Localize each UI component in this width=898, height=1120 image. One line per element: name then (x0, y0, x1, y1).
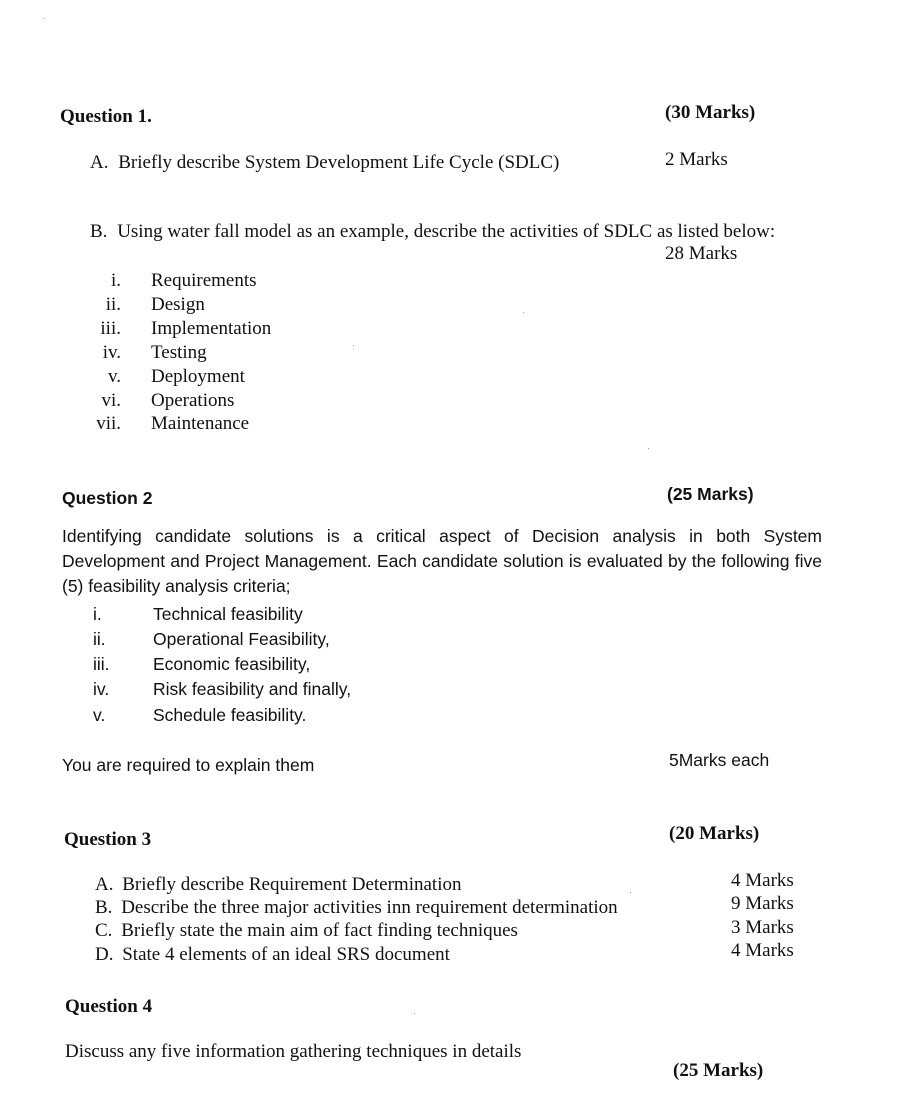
q2-intro: Identifying candidate solutions is a critical aspect of Decision analysis in both System Development and Project Management. Each candidate solution is evaluated by the following five (5) feasibility analysis criteria; (62, 526, 822, 596)
part-marks: 9 Marks (731, 893, 794, 914)
list-item-text: Deployment (151, 366, 245, 387)
list-item: vi. (101, 390, 121, 411)
q1-part-b (90, 221, 775, 243)
list-item: iii. (93, 654, 110, 674)
list-item-text: Technical feasibility (153, 604, 303, 624)
list-item-text: Economic feasibility, (153, 654, 311, 674)
q4-title: Question 4 (65, 996, 153, 1017)
scan-speck (630, 892, 631, 893)
scan-speck (414, 1013, 415, 1014)
scan-speck (44, 18, 45, 19)
q1-title: Question 1. (60, 106, 152, 127)
part-marks: 4 Marks (731, 870, 794, 891)
q2-title: Question 2 (62, 488, 153, 508)
q1-part-b-marks: 28 Marks (665, 243, 738, 264)
list-item: iii. (100, 318, 121, 339)
q1-part-a-marks: 2 Marks (665, 149, 728, 170)
q2-instruction: You are required to explain them (62, 755, 315, 775)
list-item: B. Describe the three major activities inn requirement determination (95, 897, 618, 918)
list-item: v. (107, 366, 121, 387)
list-item: i. (110, 270, 121, 291)
list-item: A. Briefly describe Requirement Determination (95, 874, 462, 895)
part-marks: 3 Marks (731, 917, 794, 938)
list-item: ii. (93, 629, 106, 649)
list-item-text: Implementation (151, 318, 272, 339)
q3-marks: (20 Marks) (669, 823, 760, 844)
list-item-text: Schedule feasibility. (153, 705, 307, 725)
q1-part-a-text: Briefly describe System Development Life Cycle (SDLC) (118, 152, 560, 173)
q2-marks: (25 Marks) (667, 484, 754, 504)
q1-part-a-letter: A. (90, 152, 109, 173)
list-item-text: Design (151, 294, 205, 315)
scan-speck (353, 345, 354, 346)
q1-part-b-text: Using water fall model as an example, describe the activities of SDLC as listed below: (117, 221, 776, 242)
scan-speck (523, 312, 524, 313)
list-item-text: Operations (151, 390, 235, 411)
q1-part-a (90, 152, 559, 174)
q4-marks: (25 Marks) (673, 1060, 764, 1081)
q4-text: Discuss any five information gathering techniques in details (65, 1041, 522, 1062)
list-item: iv. (93, 679, 110, 699)
part-marks: 4 Marks (731, 940, 794, 961)
list-item-text: Risk feasibility and finally, (153, 679, 352, 699)
q1-marks: (30 Marks) (665, 102, 756, 123)
list-item: D. State 4 elements of an ideal SRS document (95, 944, 450, 965)
list-item-text: Requirements (151, 270, 257, 291)
q2-each-marks: 5Marks each (669, 750, 770, 770)
scan-speck (648, 448, 649, 449)
list-item: iv. (102, 342, 121, 363)
list-item: vii. (96, 413, 121, 434)
q1-part-b-letter: B. (90, 221, 108, 242)
list-item-text: Testing (151, 342, 207, 363)
list-item: i. (93, 604, 102, 624)
list-item: C. Briefly state the main aim of fact finding techniques (95, 920, 518, 941)
list-item: ii. (105, 294, 121, 315)
list-item: v. (93, 705, 106, 725)
list-item-text: Maintenance (151, 413, 250, 434)
q3-title: Question 3 (64, 829, 152, 850)
list-item-text: Operational Feasibility, (153, 629, 330, 649)
